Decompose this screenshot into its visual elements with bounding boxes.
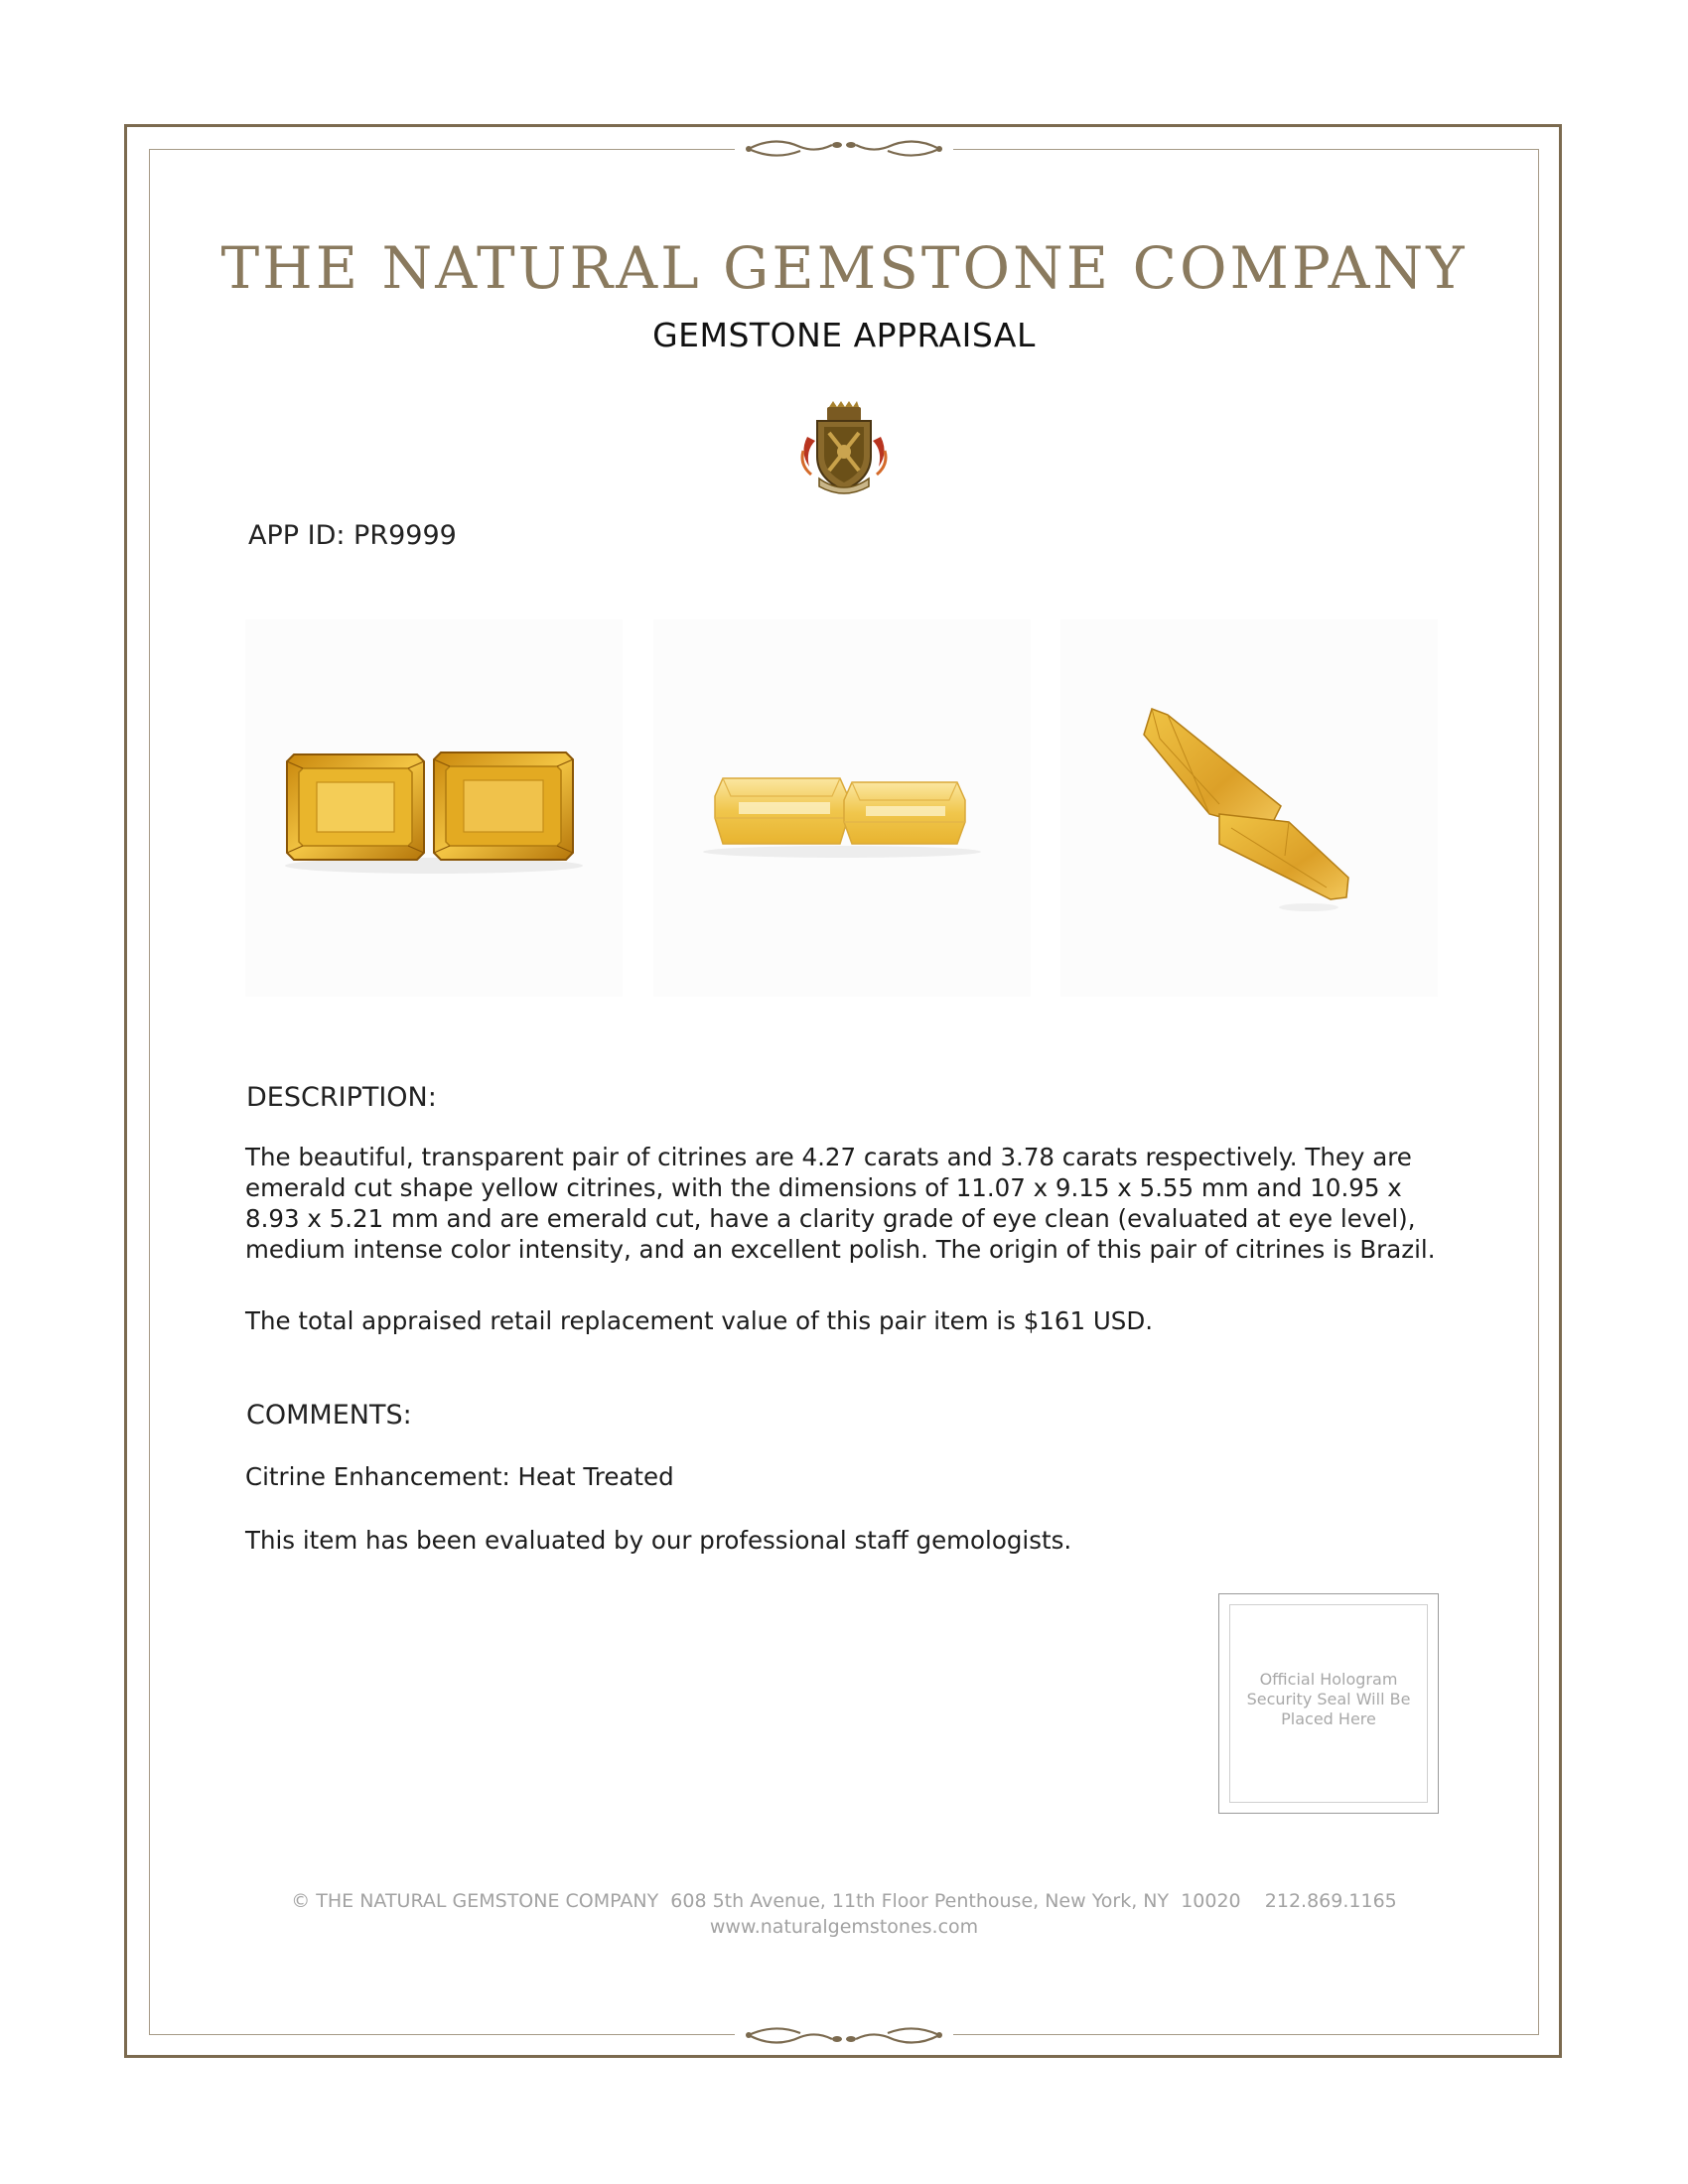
appraisal-id: APP ID: PR9999 xyxy=(248,520,457,551)
company-name-heading: THE NATURAL GEMSTONE COMPANY xyxy=(220,234,1468,302)
citrine-pair-top-view-icon xyxy=(245,619,623,997)
enhancement-comment: Citrine Enhancement: Heat Treated xyxy=(245,1462,674,1491)
top-flourish-ornament xyxy=(735,133,953,163)
document-title: GEMSTONE APPRAISAL xyxy=(652,316,1036,354)
evaluation-comment: This item has been evaluated by our professional staff gemologists. xyxy=(245,1526,1072,1555)
citrine-pair-side-view-icon xyxy=(653,619,1031,997)
citrine-side-view-photo xyxy=(653,619,1031,997)
comments-label: COMMENTS: xyxy=(246,1400,412,1431)
description-label: DESCRIPTION: xyxy=(246,1082,437,1113)
citrine-angled-view-photo xyxy=(1060,619,1438,997)
heraldic-crest-icon xyxy=(799,401,889,496)
citrine-top-view-photo xyxy=(245,619,623,997)
footer-address: © THE NATURAL GEMSTONE COMPANY 608 5th Avenue, 11th Floor Penthouse, New York, NY 10020 212.869.1165 xyxy=(291,1890,1397,1912)
description-text: The beautiful, transparent pair of citrines are 4.27 carats and 3.78 carats respectively. They are emerald cut shape yellow citrines, with the dimensions of 11.07 x 9.15 x 5.55 mm and 10.95 x 8.93 x 5.21 mm and are emerald cut, have a clarity grade of eye clean (evaluated at eye level), medium intense color intensity, and an excellent polish. The origin of this pair of citrines is Brazil. xyxy=(245,1143,1436,1264)
footer-website-link[interactable]: www.naturalgemstones.com xyxy=(709,1916,979,1938)
appraised-value-statement: The total appraised retail replacement value of this pair item is $161 USD. xyxy=(245,1306,1153,1335)
hologram-seal-placeholder xyxy=(1218,1593,1439,1814)
citrine-pair-angled-view-icon xyxy=(1060,619,1438,997)
hologram-seal-text: Official Hologram Security Seal Will Be Placed Here xyxy=(1246,1670,1411,1728)
bottom-flourish-ornament xyxy=(735,2021,953,2051)
